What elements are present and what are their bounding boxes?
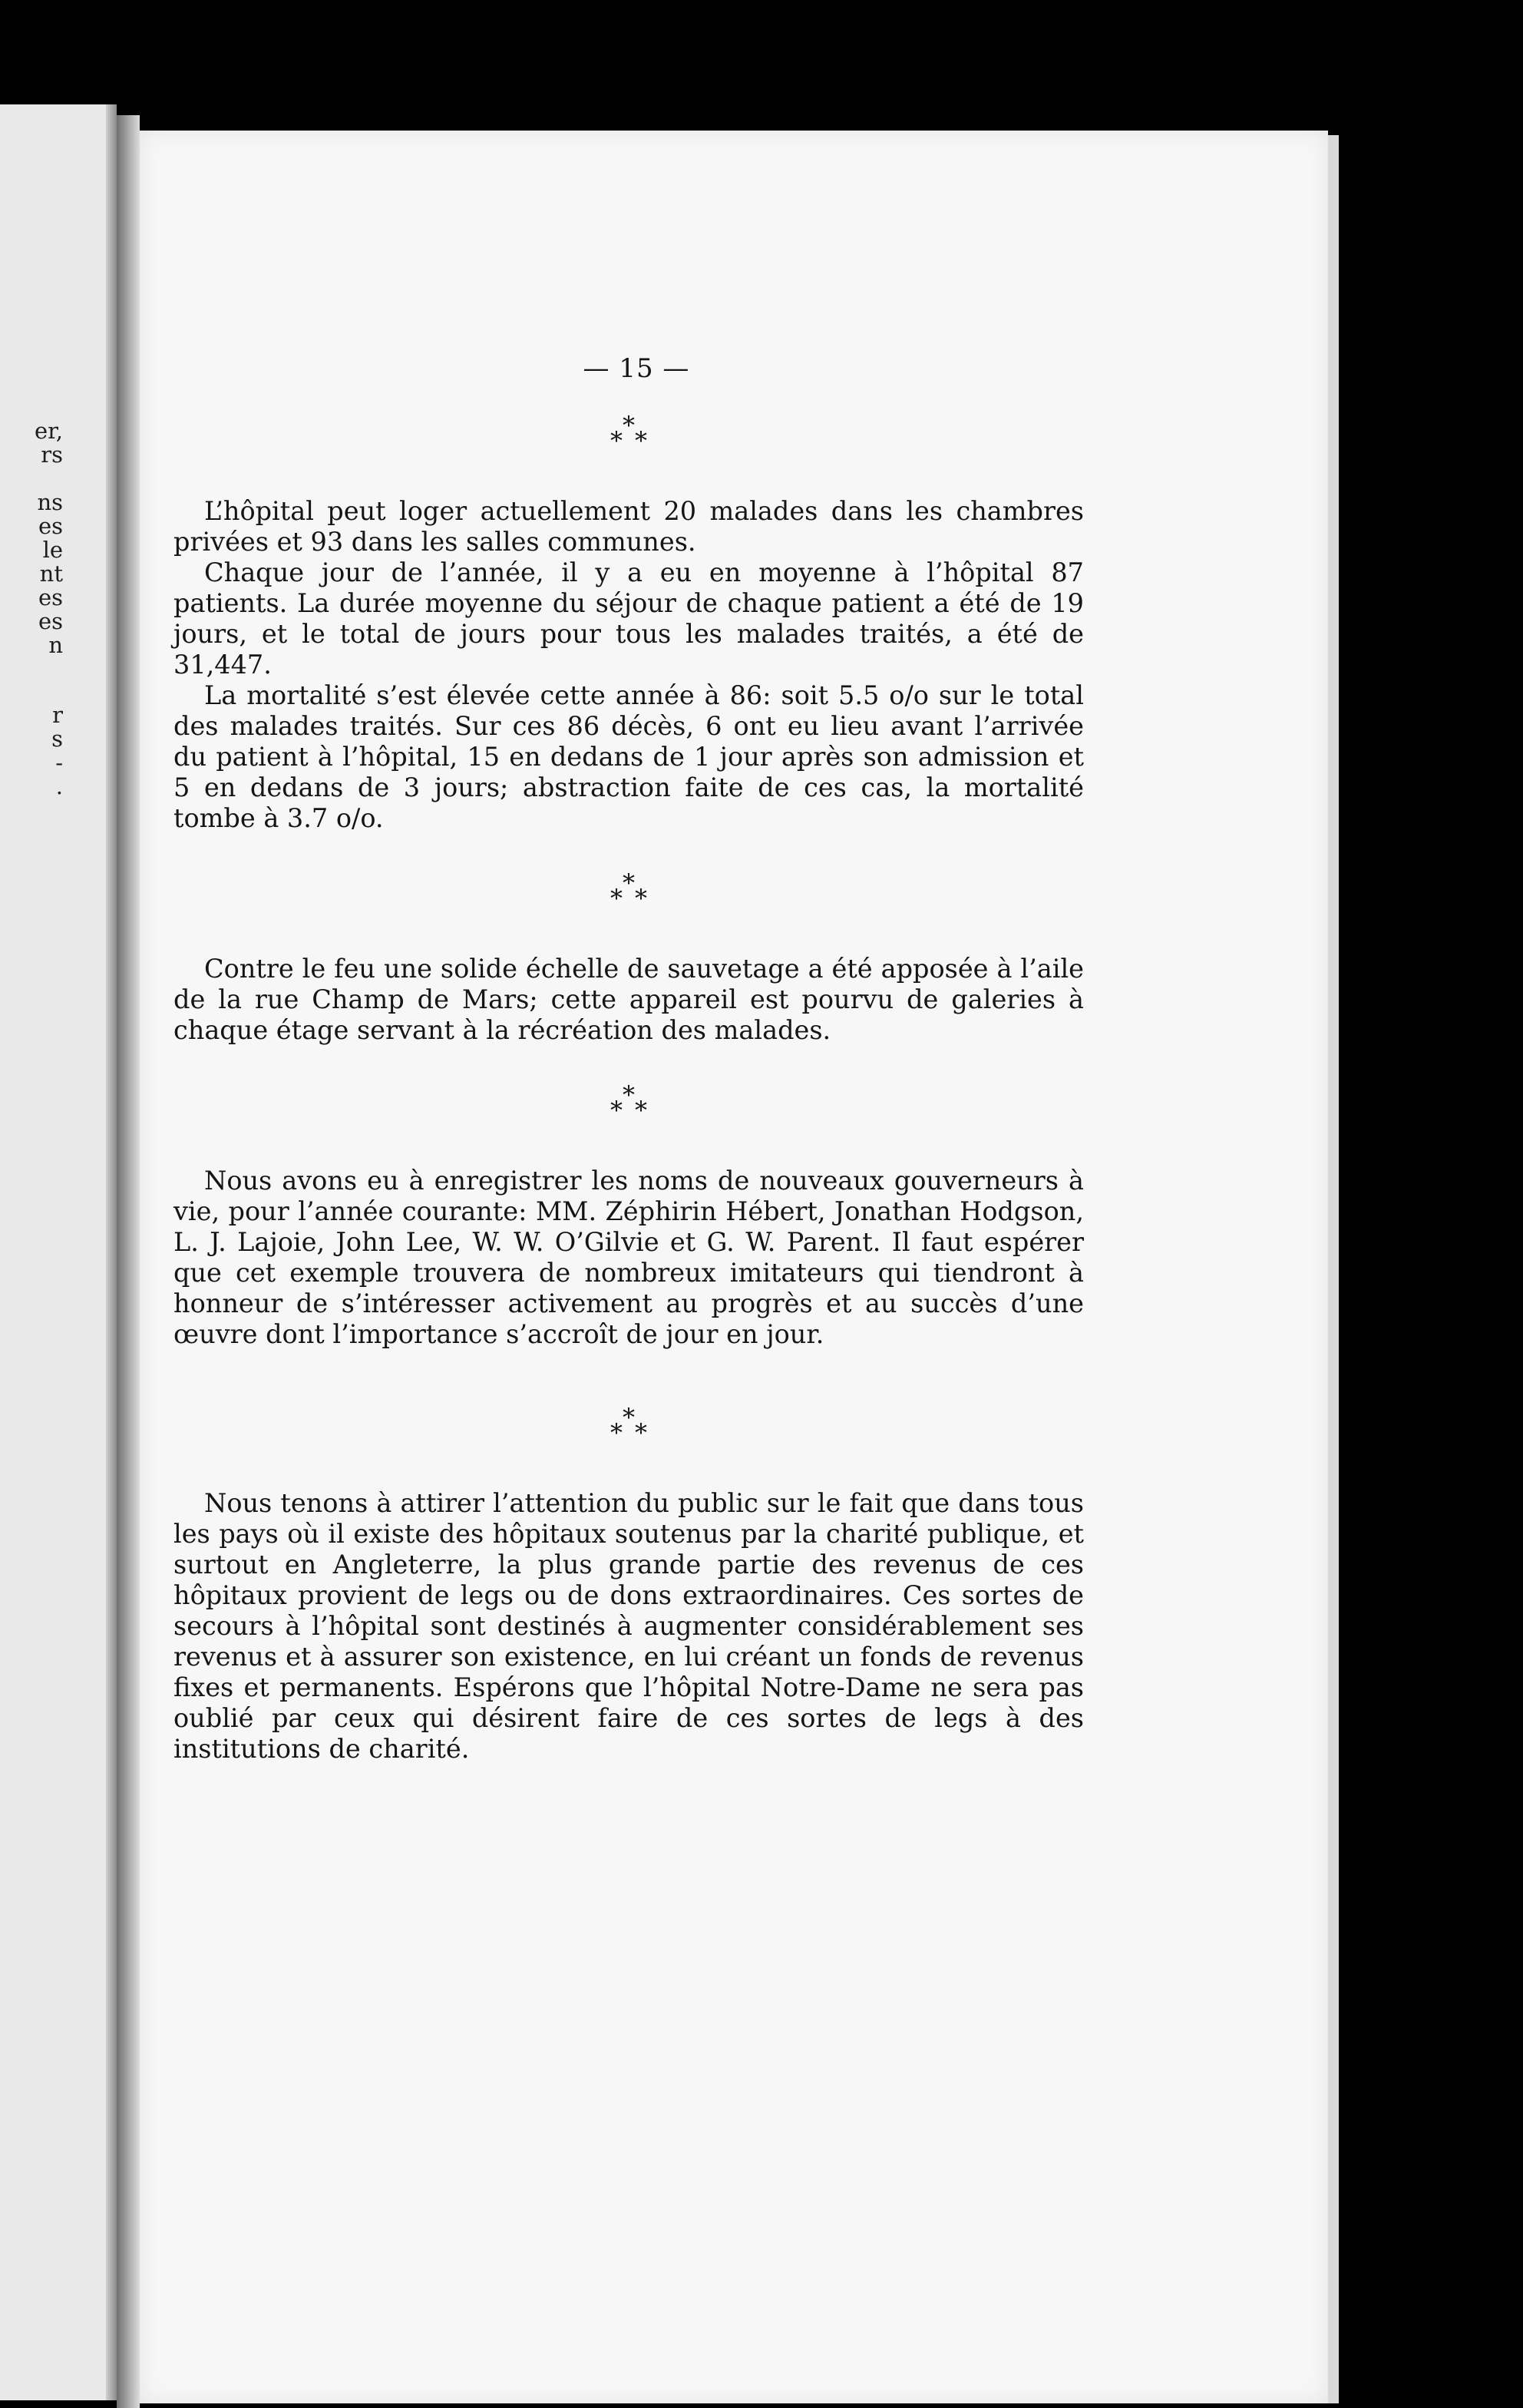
- fragment: .: [55, 773, 63, 799]
- paragraph-life-governors: Nous avons eu à enregistrer les noms de nouveaux gouverneurs à vie, pour l’année courante: MM. Zéphirin Hébert, Jonathan Hodgson, L. J. Lajoie, John Lee, W. W. O’Gilvie et G. W. Parent. Il faut espérer que cet exemple trouvera de nombreux imitateurs qui tiendront à honneur de s’intéresser activement au progrès et au succès d’une œuvre dont l’importance s’accroît de jour en jour.: [173, 1166, 1084, 1349]
- fragment: ns: [37, 489, 63, 515]
- asterisk-glyph: *: [635, 1418, 647, 1447]
- page-content: [173, 353, 1084, 1765]
- asterisk-glyph: *: [623, 868, 635, 898]
- fragment: es: [38, 513, 63, 539]
- fragment: n: [48, 632, 63, 658]
- paragraph-capacity: L’hôpital peut loger actuellement 20 malades dans les chambres privées et 93 dans les salles communes.: [173, 496, 1084, 557]
- asterisk-glyph: *: [635, 426, 647, 455]
- page: [140, 131, 1328, 2403]
- asterisk-glyph: *: [610, 1418, 623, 1447]
- section-separator-asterism: [606, 1080, 652, 1129]
- asterisk-glyph: *: [610, 1096, 623, 1125]
- asterisk-glyph: *: [610, 426, 623, 455]
- asterisk-glyph: *: [623, 411, 635, 440]
- section-governors: [173, 1166, 1084, 1350]
- page-edge: [1328, 135, 1339, 2403]
- asterisk-glyph: *: [610, 884, 623, 913]
- paragraph-mortality: La mortalité s’est élevée cette année à 86: soit 5.5 o/o sur le total des malades traités. Sur ces 86 décès, 6 ont eu lieu avant l’arrivée du patient à l’hôpital, 15 en dedans de 1 jour après son admission et 5 en dedans de 3 jours; abstraction faite de ces cas, la mortalité tombe à 3.7 o/o.: [173, 680, 1084, 833]
- previous-page-text-fragments: [35, 419, 63, 799]
- book-gutter-shadow: [117, 115, 140, 2408]
- section-separator-asterism: [606, 1405, 652, 1451]
- section-bequests: [173, 1488, 1084, 1765]
- paragraph-bequests: Nous tenons à attirer l’attention du public sur le fait que dans tous les pays où il existe des hôpitaux soutenus par la charité publique, et surtout en Angleterre, la plus grande partie des revenus de ces hôpitaux provient de legs ou de dons extraordinaires. Ces sortes de secours à l’hôpital sont destinés à augmenter considérablement ses revenus et à assurer son existence, en lui créant un fonds de revenus fixes et permanents. Espérons que l’hôpital Notre-Dame ne sera pas oublié par ceux qui désirent faire de ces sortes de legs à des institutions de charité.: [173, 1488, 1084, 1764]
- previous-page-edge: [0, 104, 117, 2400]
- fragment: -: [55, 749, 63, 776]
- asterisk-glyph: *: [635, 884, 647, 913]
- fragment: s: [51, 726, 63, 752]
- book-gutter-edge: [106, 104, 117, 2400]
- asterisk-glyph: *: [623, 1403, 635, 1432]
- fragment: le: [42, 537, 63, 563]
- fragment: nt: [39, 561, 63, 587]
- section-fire-escape: [173, 954, 1084, 1046]
- paragraph-fire-escape: Contre le feu une solide échelle de sauvetage a été apposée à l’aile de la rue Champ de Mars; cette appareil est pourvu de galeries à chaque étage servant à la récréation des malades.: [173, 954, 1084, 1045]
- fragment: es: [38, 608, 63, 634]
- section-statistics: [173, 496, 1084, 834]
- paragraph-daily-average: Chaque jour de l’année, il y a eu en moyenne à l’hôpital 87 patients. La durée moyenne du séjour de chaque patient a été de 19 jours, et le total de jours pour tous les malades traités, a été de 31,447.: [173, 557, 1084, 680]
- asterisk-glyph: *: [623, 1080, 635, 1110]
- fragment: r: [52, 702, 63, 728]
- section-separator-asterism: [606, 868, 652, 917]
- section-separator-asterism: [606, 413, 652, 459]
- fragment: rs: [41, 442, 63, 468]
- asterisk-glyph: *: [635, 1096, 647, 1125]
- fragment: er,: [34, 418, 63, 444]
- page-number: — 15 —: [583, 353, 690, 384]
- fragment: es: [38, 584, 63, 610]
